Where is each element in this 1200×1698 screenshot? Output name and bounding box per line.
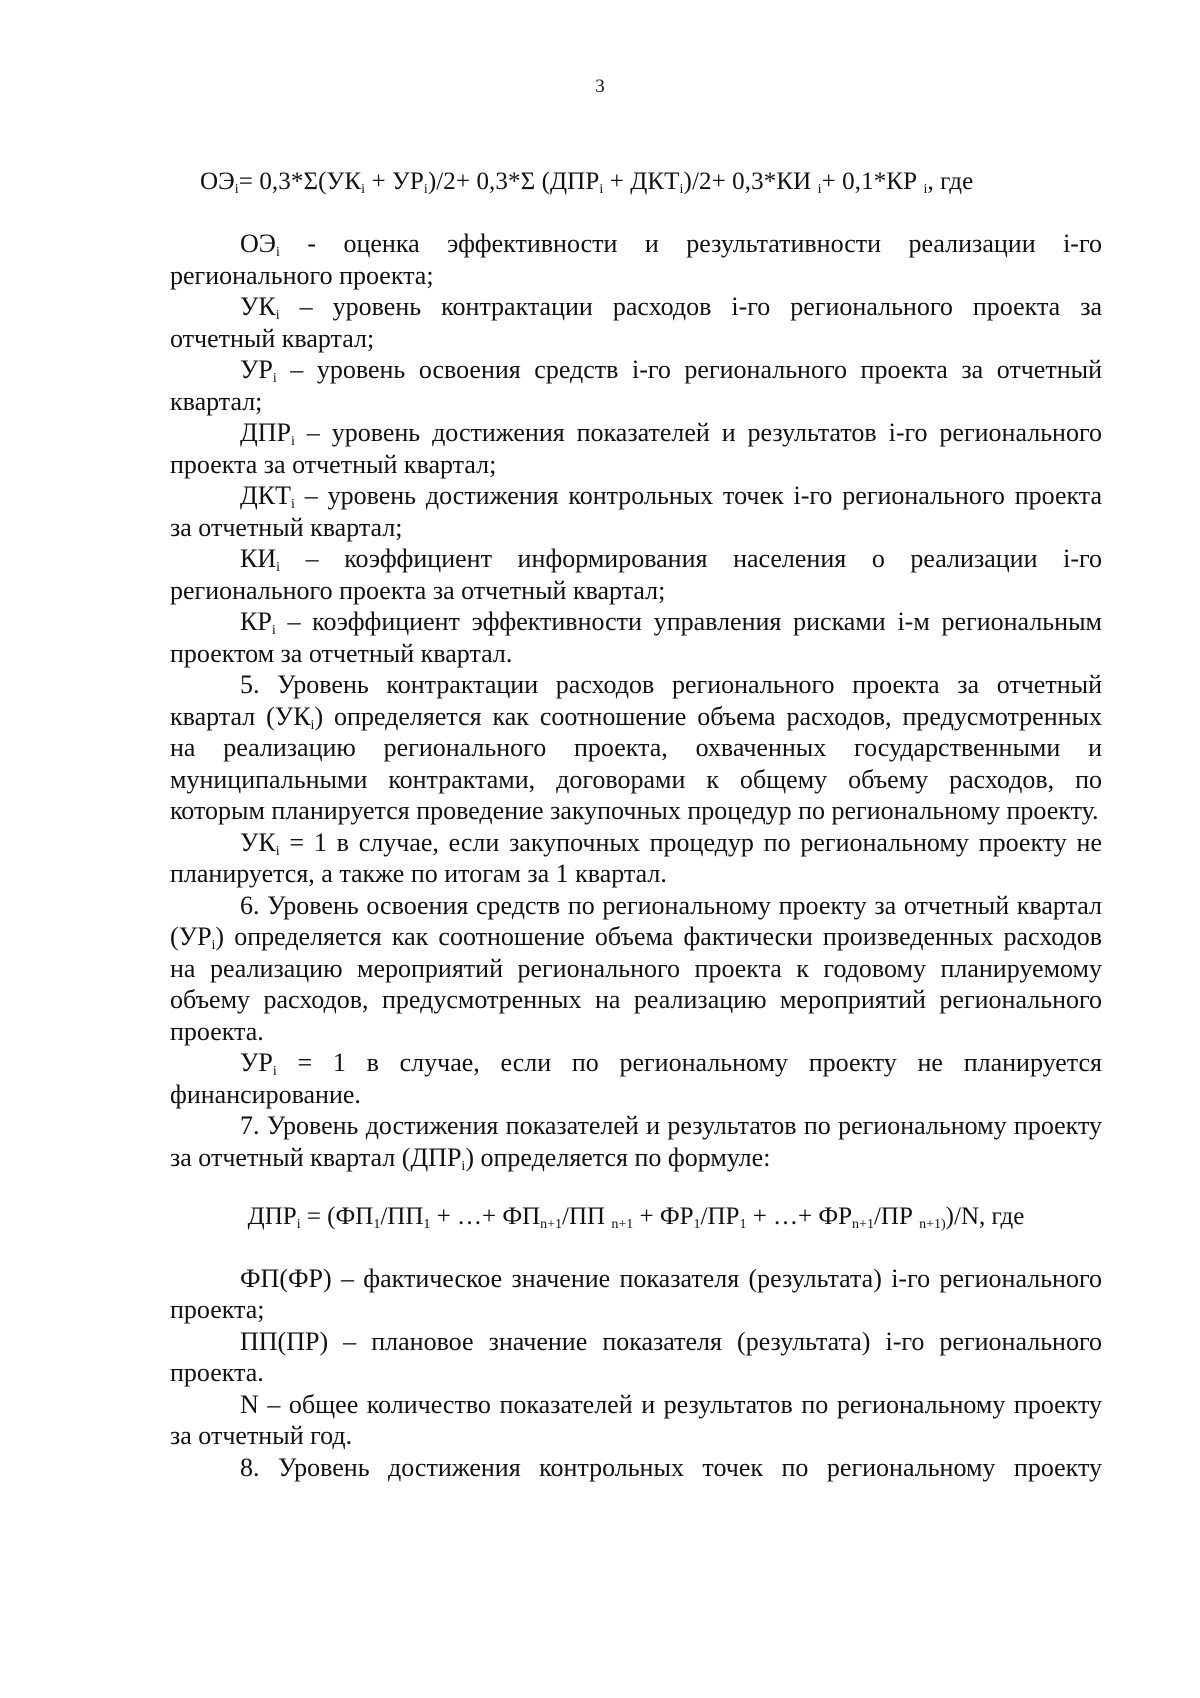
section-5-note: $УК_i = 1$ в случае, если закупочных процедур по региональному проекту не планируется, а также по итогам за 1 квартал. xyxy=(170,827,1102,888)
section-6-paragraph: 6. Уровень освоения средств по региональному проекту за отчетный квартал $(УР_i)$ определяется как соотношение объема фактически произведенных расходов на реализацию мероприятий регионального проекта к годовому планируемому объему расходов, предусмотренных на реализацию мероприятий регионального проекта. xyxy=(170,890,1102,1046)
section-8-paragraph: 8. Уровень достижения контрольных точек по региональному проекту xyxy=(240,1452,1102,1482)
definition-oe: $ОЭ_i$ - оценка эффективности и результативности реализации i-го регионального проекта; xyxy=(170,229,1102,290)
section-6-note: $УР_i = 1$ в случае, если по региональному проекту не планируется финансирование. xyxy=(170,1048,1102,1109)
document-body xyxy=(170,228,1102,1483)
definition-pp-pr: ПП(ПР) – плановое значение показателя (результата) i-го регионального проекта. xyxy=(170,1326,1102,1387)
definition-dpr: $ДПР_i$ – уровень достижения показателей и результатов i-го регионального проекта за отчетный квартал; xyxy=(170,418,1102,479)
section-5-paragraph: 5. Уровень контрактации расходов регионального проекта за отчетный квартал $(УК_i)$ определяется как соотношение объема расходов, предусмотренных на реализацию регионального проекта, охваченных государственными и муниципальными контрактами, договорами к общему объему расходов, по которым планируется проведение закупочных процедур по региональному проекту. xyxy=(170,670,1102,825)
definition-uk: $УК_i$ – уровень контрактации расходов i-го регионального проекта за отчетный квартал; xyxy=(170,292,1102,353)
definition-n: N – общее количество показателей и результатов по региональному проекту за отчетный год. xyxy=(170,1389,1102,1450)
dpr-formula: $ДПР_i = (ФП_1/ПП_1$ + …+ $ФП_{n+1}/ПП$ $_{n+1} + ФР_1/ПР_1$ + …+ $ФР_{n+1}/ПР$ $_{n+1)}$)/N, где xyxy=(247,1203,1025,1232)
section-7-paragraph: 7. Уровень достижения показателей и результатов по региональному проекту за отчетный квартал $(ДПР_i)$ определяется по формуле: xyxy=(170,1111,1102,1174)
main-formula: $ОЭ_i= 0,3*\Sigma(УК_i + УР_i)/2+ 0,3*\Sigma$ $(ДПР_i + ДКТ_i)/2+ 0,3*КИ$ $_i$+ 0,1*КР $_i$, где xyxy=(200,168,974,197)
definition-ur: $УР_i$ – уровень освоения средств i-го регионального проекта за отчетный квартал; xyxy=(170,355,1102,416)
page-number: 3 xyxy=(595,76,605,97)
definition-kr: $КР_i$ – коэффициент эффективности управления рисками i-м региональным проектом за отчетный квартал. xyxy=(170,607,1102,668)
definition-ki: $КИ_i$ – коэффициент информирования населения о реализации i-го регионального проекта за отчетный квартал; xyxy=(170,544,1102,605)
definition-fp-fr: ФП(ФР) – фактическое значение показателя (результата) i-го регионального проекта; xyxy=(170,1263,1102,1324)
definition-dkt: $ДКТ_i$ – уровень достижения контрольных точек i-го регионального проекта за отчетный квартал; xyxy=(170,481,1102,542)
